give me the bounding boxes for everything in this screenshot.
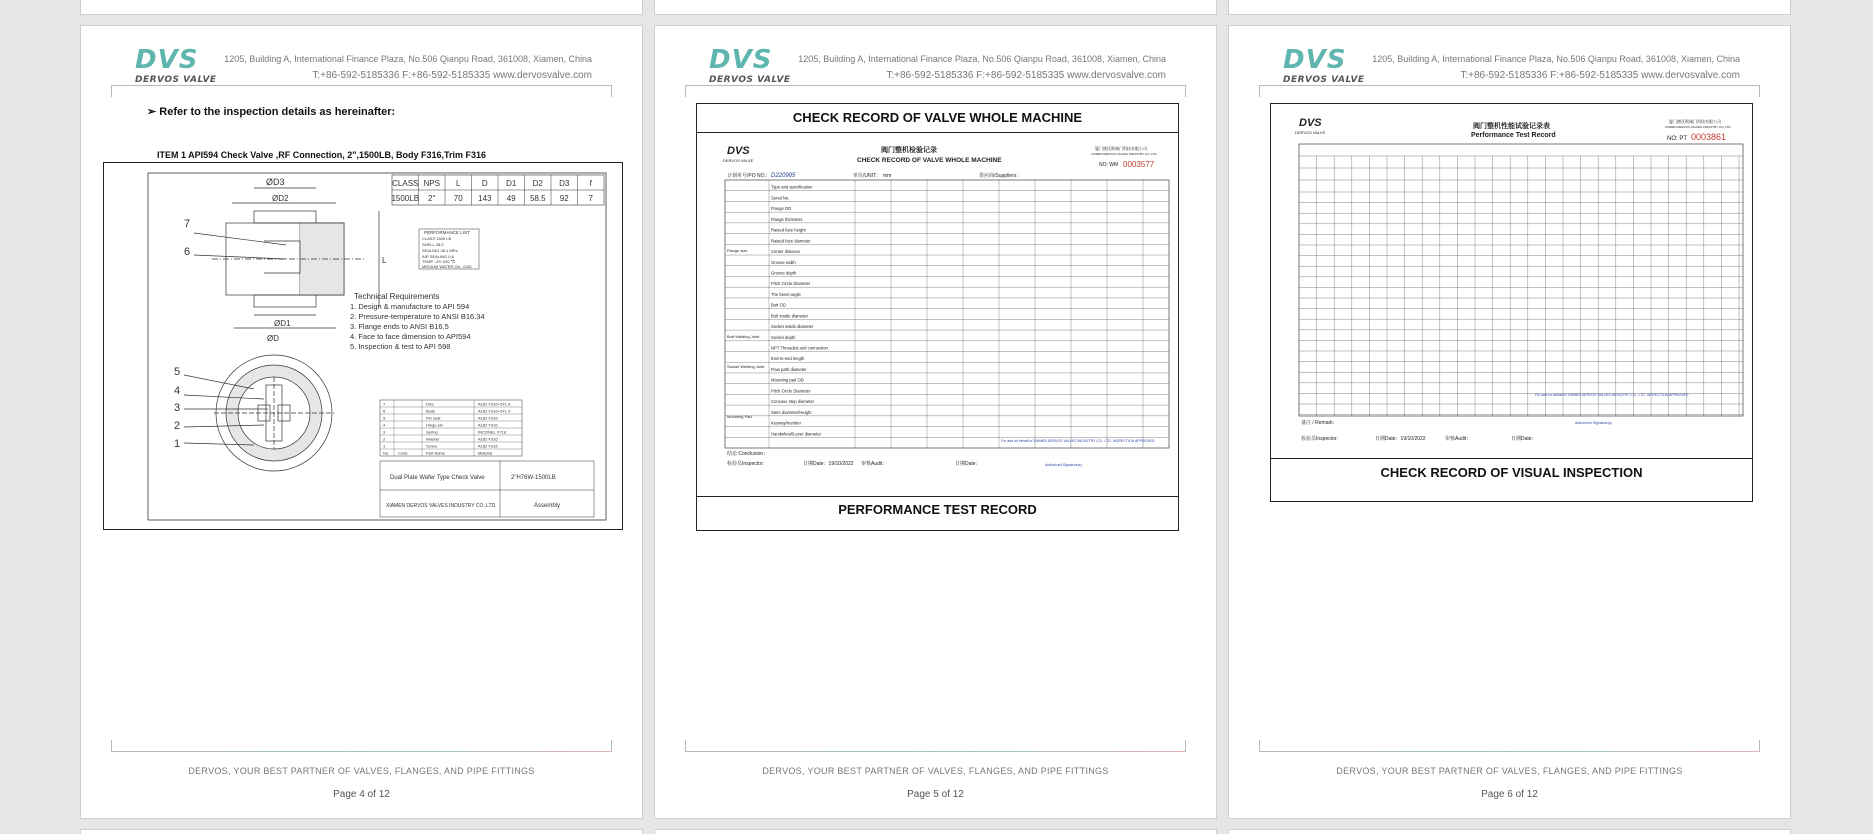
dervos-logo: DVS DERVOS VALVE [135,45,217,85]
intro-bullet: ➢ Refer to the inspection details as hereinafter: [147,106,396,118]
bom-part: Pin seat [426,415,441,421]
svg-text:阀门整机性能试验记录表: 阀门整机性能试验记录表 [1473,123,1550,130]
approval-stamp: For and on behalf of XIAMEN DERVOS VALVES INDUSTRY CO., LTD. INSPECTION APPROVED [1535,393,1689,397]
bom-part: Disc [426,401,434,407]
svg-text:DVS: DVS [1299,117,1322,129]
dim-header: D [481,179,488,188]
svg-text:L: L [382,256,387,265]
svg-text:Authorized Signature(s): Authorized Signature(s) [1575,421,1612,425]
svg-text:5. Inspection & test to API 59: 5. Inspection & test to API 598 [350,342,451,351]
svg-text:Assembly: Assembly [534,503,561,509]
svg-text:XIAMEN DERVOS VALVES INDUSTRY: XIAMEN DERVOS VALVES INDUSTRY CO.,LTD. [386,503,497,509]
technical-requirements [350,292,485,351]
svg-text:SHELL 38.0: SHELL 38.0 [422,242,444,247]
svg-text:1: 1 [174,438,181,450]
svg-text:mm: mm [883,173,892,179]
bom-header: No. [383,450,390,456]
svg-text:日期Date：19/10/2022: 日期Date：19/10/2022 [1375,436,1426,442]
record-row-label: Raised face diameter [771,238,811,244]
record-row-label: Type and specification [771,184,813,190]
dim-value: 2" [428,194,436,203]
record-row-label: Stem diameter/Height [771,409,812,415]
performance-caption: PERFORMANCE TEST RECORD [838,502,1037,517]
svg-text:6: 6 [184,246,191,258]
dimension-table [391,175,604,205]
svg-text:7: 7 [184,218,191,230]
record-row-label: Raised face height [771,227,806,233]
header-rule [1259,85,1760,86]
page-number: Page 4 of 12 [333,789,390,800]
record-row-label: Keyway/number [771,420,802,426]
bom-material: A182 F316 [478,443,498,449]
next-page-edge [81,830,642,834]
page-header [655,26,1216,106]
record-row-label: Pitch Circle Diameter [771,388,811,394]
svg-text:检验员Inspector：: 检验员Inspector： [727,461,768,467]
svg-text:Authorized Signature(s): Authorized Signature(s) [1045,463,1082,467]
bom-header: Code [398,450,408,456]
svg-text:AIR SEALING 0.6: AIR SEALING 0.6 [422,254,454,259]
svg-text:Dual Plate Wafer Type Check Va: Dual Plate Wafer Type Check Valve [390,475,485,481]
footer-rule [1259,751,1760,752]
bom-material: A182 F316+STL 6 [478,408,511,414]
bom-no: 7 [383,401,386,407]
dim-header: D1 [506,179,517,188]
svg-text:Technical Requirements: Technical Requirements [354,292,440,301]
header-contact: T:+86-592-5185336 F:+86-592-5185335 www.dervosvalve.com [886,70,1166,81]
dim-value: 143 [478,194,492,203]
whole-machine-record-frame [696,103,1179,531]
svg-text:ØD2: ØD2 [272,194,289,203]
svg-text:2"H76W-1500LB: 2"H76W-1500LB [511,475,556,481]
svg-text:DERVOS VALVE: DERVOS VALVE [1295,130,1326,135]
previous-page-edge [655,0,1216,14]
svg-text:ØD3: ØD3 [266,177,285,187]
record-group-label: Flange size [727,248,748,253]
footer-rule [111,751,612,752]
page-header [81,26,642,106]
record-row-label: Socket inside diameter [771,324,814,330]
footer-rule [685,751,1186,752]
document-page-4 [81,26,642,818]
record-row-label: Butt OD [771,302,786,308]
svg-text:TEMP. -29~200 ℃: TEMP. -29~200 ℃ [422,259,456,264]
footer-slogan: DERVOS, YOUR BEST PARTNER OF VALVES, FLANGES, AND PIPE FITTINGS [188,766,535,776]
record-row-label: End-to-end length [771,356,805,362]
previous-page-edge [1229,0,1790,14]
page-number: Page 5 of 12 [907,789,964,800]
item-line: ITEM 1 API594 Check Valve ,RF Connection, 2",1500LB, Body F316,Trim F316 [157,150,487,160]
svg-text:阀门整机检验记录: 阀门整机检验记录 [881,147,937,154]
svg-text:ØD: ØD [267,334,279,343]
dervos-logo: DVS DERVOS VALVE [709,45,791,85]
bom-header: Material [478,450,493,456]
header-address: 1205, Building A, International Finance Plaza, No.506 Qianpu Road, 361008, Xiamen, China [1372,54,1740,64]
bom-material: A182 F316 [478,415,498,421]
svg-text:DERVOS VALVE: DERVOS VALVE [723,158,754,163]
svg-text:Performance Test Record: Performance Test Record [1471,132,1556,139]
title-block [380,461,594,517]
assembly-drawing [103,162,623,530]
record-row-label: Serial No. [771,195,790,201]
svg-text:CHECK RECORD OF VALVE WHOLE M: CHECK RECORD OF VALVE WHOLE MACHINE [857,157,1002,164]
svg-text:SEALING 28.1 MPa: SEALING 28.1 MPa [422,248,458,253]
record-group-label: Butt Welding Joint [727,334,760,339]
header-contact: T:+86-592-5185336 F:+86-592-5185335 www.dervosvalve.com [312,70,592,81]
dim-header: CLASS [392,179,419,188]
svg-text:厦门德沃斯阀门科技有限公司: 厦门德沃斯阀门科技有限公司 [1095,146,1147,151]
dim-header: L [456,179,461,188]
svg-text:供应商/Suppliers：: 供应商/Suppliers： [979,173,1022,179]
record-row-label: Flange thickness [771,216,803,222]
header-address: 1205, Building A, International Finance Plaza, No.506 Qianpu Road, 361008, Xiamen, China [224,54,592,64]
svg-text:审核Audit：: 审核Audit： [1445,436,1472,442]
svg-text:D220905: D220905 [771,173,796,179]
svg-text:日期Date：: 日期Date： [955,461,981,467]
svg-text:1. Design & manufacture to API: 1. Design & manufacture to API 594 [350,302,470,311]
svg-text:单位/UNIT：: 单位/UNIT： [853,173,882,179]
dim-header: D3 [559,179,570,188]
record-group-label: Mounting Pad [727,414,752,419]
bom-no: 3 [383,429,386,435]
svg-text:厦门德沃斯阀门科技有限公司: 厦门德沃斯阀门科技有限公司 [1669,119,1721,124]
svg-text:计划单号/PO NO.:: 计划单号/PO NO.: [727,173,768,179]
previous-page-edge [81,0,642,14]
bom-material: A182 F316+STL 6 [478,401,511,407]
document-page-6 [1229,26,1790,818]
whole-machine-form [705,142,1173,492]
dim-value: 58.5 [529,194,546,203]
svg-text:3. Flange ends to ANSI B16.5: 3. Flange ends to ANSI B16.5 [350,322,449,331]
dim-header: D2 [532,179,543,188]
dim-value: 7 [588,194,593,203]
svg-text:日期Date：: 日期Date： [1511,436,1537,442]
bom-material: A182 F316 [478,422,498,428]
bom-no: 1 [383,443,386,449]
svg-text:DVS: DVS [727,145,750,157]
svg-text:日期Date：19/10/2022: 日期Date：19/10/2022 [803,461,854,467]
bom-part: Body [426,408,436,414]
svg-text:MEDIUM WATER,OIL, GAS: MEDIUM WATER,OIL, GAS [422,264,472,269]
bom-part: Spring [426,429,438,435]
dim-header: f [589,179,592,188]
record-row-label: The bevel angle [771,291,801,297]
header-rule [685,85,1186,86]
document-page-5 [655,26,1216,818]
record-row-label: NPT Threaded and connection [771,345,828,351]
dim-header: NPS [423,179,440,188]
record-row-label: Center distance [771,249,801,255]
performance-list [419,229,479,269]
bill-of-materials [380,400,522,456]
svg-text:4: 4 [174,385,181,397]
svg-text:0003577: 0003577 [1123,160,1155,169]
svg-text:CLASS 1500 LB: CLASS 1500 LB [422,236,452,241]
svg-text:XIAMEN DERVOS VALVES INDUSTRY: XIAMEN DERVOS VALVES INDUSTRY CO.,LTD. [1091,152,1158,156]
bom-part: Washer [426,436,440,442]
record-row-label: Handwheel/Lever diameter [771,431,822,437]
approval-stamp: For and on behalf of XIAMEN DERVOS VALVES INDUSTRY CO., LTD. INSPECTION APPROVED [1001,439,1155,443]
record-row-label: Concave step diameter [771,399,815,405]
footer-slogan: DERVOS, YOUR BEST PARTNER OF VALVES, FLANGES, AND PIPE FITTINGS [762,766,1109,776]
dim-value: 92 [559,194,569,203]
record-row-label: Pitch Circle Diameter [771,281,811,287]
next-page-edge [655,830,1216,834]
record-row-label: Mounting pad OD [771,377,804,383]
next-page-edge [1229,830,1790,834]
bom-material: INCONEL X718 [478,429,507,435]
bom-header: Part Name [426,450,446,456]
record-group-label: Socket Welding Joint [727,364,765,369]
footer-slogan: DERVOS, YOUR BEST PARTNER OF VALVES, FLANGES, AND PIPE FITTINGS [1336,766,1683,776]
svg-text:结论 Conclusion：: 结论 Conclusion： [727,451,769,457]
bom-no: 5 [383,415,386,421]
bom-no: 4 [383,422,386,428]
performance-test-form [1279,112,1747,452]
page-header [1229,26,1790,106]
record-row-label: Groove width [771,259,796,265]
record-row-label: Socket depth [771,334,796,340]
header-contact: T:+86-592-5185336 F:+86-592-5185335 www.dervosvalve.com [1460,70,1740,81]
svg-text:2. Pressure-temperature to ANS: 2. Pressure-temperature to ANSI B16.34 [350,312,485,321]
svg-text:NO: WM: NO: WM [1099,162,1119,168]
svg-text:3: 3 [174,402,181,414]
record-row-label: Flow path diameter [771,366,807,372]
svg-text:检验员Inspector：: 检验员Inspector： [1301,436,1342,442]
svg-text:5: 5 [174,366,181,378]
dim-value: 49 [506,194,516,203]
page-number: Page 6 of 12 [1481,789,1538,800]
svg-text:0003861: 0003861 [1691,132,1727,142]
dim-value: 1500LB [391,194,420,203]
svg-text:审核Audit：: 审核Audit： [861,461,888,467]
svg-text:XIAMEN DERVOS VALVES INDUSTRY: XIAMEN DERVOS VALVES INDUSTRY CO.,LTD. [1665,125,1732,129]
header-address: 1205, Building A, International Finance Plaza, No.506 Qianpu Road, 361008, Xiamen, China [798,54,1166,64]
svg-text:NO: PT: NO: PT [1667,136,1688,142]
svg-text:ØD1: ØD1 [274,319,291,328]
svg-text:4. Face to face dimension to A: 4. Face to face dimension to API594 [350,332,471,341]
svg-text:PERFORMANCE LIST: PERFORMANCE LIST [424,230,470,235]
record-row-label: Groove depth [771,270,797,276]
bom-no: 2 [383,436,386,442]
bom-part: Hinge pin [426,422,443,428]
svg-text:2: 2 [174,420,181,432]
svg-text:备注 / Remark：: 备注 / Remark： [1301,420,1338,426]
dim-value: 70 [453,194,463,203]
performance-record-frame [1270,103,1753,502]
header-rule [111,85,612,86]
record-row-label: Flange OD [771,206,792,212]
record-row-label: Butt inside diameter [771,313,809,319]
visual-inspection-caption: CHECK RECORD OF VISUAL INSPECTION [1380,465,1643,480]
bom-no: 6 [383,408,386,414]
record-caption: CHECK RECORD OF VALVE WHOLE MACHINE [792,110,1083,125]
valve-front-view [184,355,334,471]
dervos-logo: DVS DERVOS VALVE [1283,45,1365,85]
bom-part: Screw [426,443,438,449]
bom-material: A182 F316 [478,436,498,442]
